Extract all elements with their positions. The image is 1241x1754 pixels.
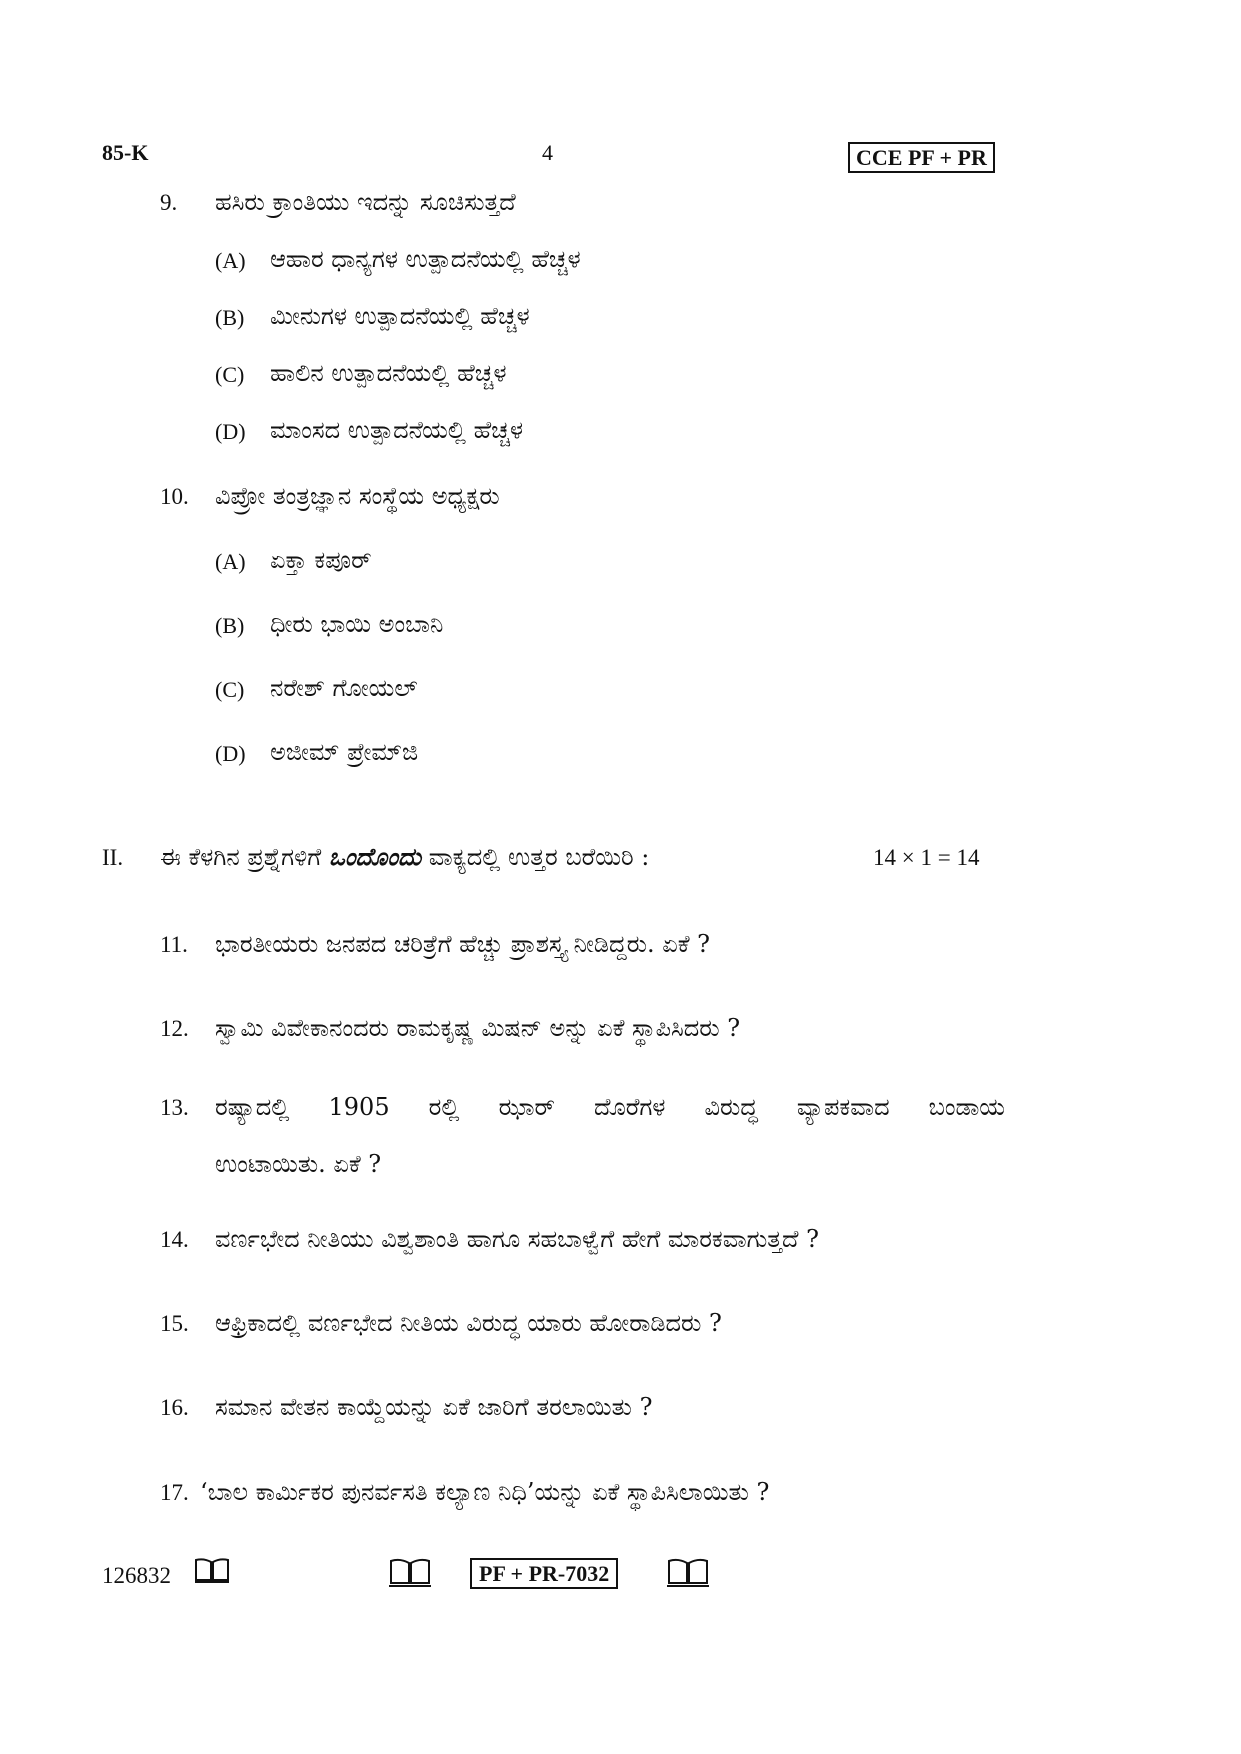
open-book-icon — [194, 1556, 230, 1584]
question-number: 14. — [160, 1227, 189, 1252]
section-instruction: ಈ ಕೆಳಗಿನ ಪ್ರಶ್ನೆಗಳಿಗೆ ಒಂದೊಂದು ವಾಕ್ಯದಲ್ಲಿ ಉತ್ತರ ಬರೆಯಿರಿ : — [160, 842, 650, 871]
question-text: ಹಸಿರು ಕ್ರಾಂತಿಯು ಇದನ್ನು ಸೂಚಿಸುತ್ತದೆ — [215, 188, 516, 216]
option-text: ಧೀರು ಭಾಯಿ ಅಂಬಾನಿ — [270, 610, 444, 638]
question-text: ಆಫ್ರಿಕಾದಲ್ಲಿ ವರ್ಣಭೇದ ನೀತಿಯ ವಿರುದ್ಧ ಯಾರು ಹೋರಾಡಿದರು ? — [215, 1309, 722, 1337]
question-text: ಭಾರತೀಯರು ಜನಪದ ಚರಿತ್ರೆಗೆ ಹೆಚ್ಚು ಪ್ರಾಶಸ್ತ್ಯ ನೀಡಿದ್ದರು. ಏಕೆ ? — [215, 930, 711, 958]
footer-code-box: PF + PR-7032 — [470, 1558, 618, 1589]
open-book-icon — [388, 1556, 432, 1588]
option-label: (D) — [215, 741, 246, 766]
question-number: 17. — [160, 1480, 189, 1505]
question-text: ಸಮಾನ ವೇತನ ಕಾಯ್ದೆಯನ್ನು ಏಕೆ ಜಾರಿಗೆ ತರಲಾಯಿತು ? — [215, 1393, 653, 1421]
section-marks: 14 × 1 = 14 — [873, 845, 980, 870]
question-number: 12. — [160, 1016, 189, 1041]
option-text: ಹಾಲಿನ ಉತ್ಪಾದನೆಯಲ್ಲಿ ಹೆಚ್ಚಳ — [270, 359, 507, 387]
question-number: 13. — [160, 1095, 189, 1120]
paper-code: 85-K — [102, 140, 149, 165]
option-text: ಏಕ್ತಾ ಕಪೂರ್ — [270, 546, 372, 574]
question-text-line: ಉಂಟಾಯಿತು. ಏಕೆ ? — [215, 1150, 382, 1178]
question-number: 9. — [160, 190, 178, 215]
page-number: 4 — [542, 140, 553, 165]
exam-type-box: CCE PF + PR — [848, 142, 995, 173]
option-label: (A) — [215, 248, 246, 273]
option-label: (C) — [215, 362, 245, 387]
option-label: (B) — [215, 305, 245, 330]
open-book-icon — [666, 1556, 710, 1588]
question-number: 15. — [160, 1311, 189, 1336]
option-label: (D) — [215, 419, 246, 444]
option-text: ಮೀನುಗಳ ಉತ್ಪಾದನೆಯಲ್ಲಿ ಹೆಚ್ಚಳ — [270, 302, 530, 330]
option-text: ಆಹಾರ ಧಾನ್ಯಗಳ ಉತ್ಪಾದನೆಯಲ್ಲಿ ಹೆಚ್ಚಳ — [270, 245, 581, 273]
question-text: ‘ಬಾಲ ಕಾರ್ಮಿಕರ ಪುನರ್ವಸತಿ ಕಲ್ಯಾಣ ನಿಧಿ’ಯನ್ನು ಏಕೆ ಸ್ಥಾಪಿಸಿಲಾಯಿತು ? — [200, 1478, 770, 1506]
option-label: (A) — [215, 549, 246, 574]
question-text: ಸ್ವಾಮಿ ವಿವೇಕಾನಂದರು ರಾಮಕೃಷ್ಣ ಮಿಷನ್ ಅನ್ನು ಏಕೆ ಸ್ಥಾಪಿಸಿದರು ? — [215, 1014, 741, 1042]
option-label: (B) — [215, 613, 245, 638]
option-label: (C) — [215, 677, 245, 702]
emphasis-word: ಒಂದೊಂದು — [328, 842, 422, 871]
section-number: II. — [102, 845, 124, 870]
question-text-line: ರಷ್ಯಾದಲ್ಲಿ 1905 ರಲ್ಲಿ ಝಾರ್ ದೊರೆಗಳ ವಿರುದ್ಧ ವ್ಯಾಪಕವಾದ ಬಂಡಾಯ — [215, 1093, 1005, 1121]
question-text: ವಿಪ್ರೋ ತಂತ್ರಜ್ಞಾನ ಸಂಸ್ಥೆಯ ಅಧ್ಯಕ್ಷರು — [215, 482, 500, 510]
question-number: 11. — [160, 932, 188, 957]
question-number: 16. — [160, 1395, 189, 1420]
footer-code: 126832 — [102, 1563, 171, 1588]
option-text: ಮಾಂಸದ ಉತ್ಪಾದನೆಯಲ್ಲಿ ಹೆಚ್ಚಳ — [270, 416, 523, 444]
question-number: 10. — [160, 484, 189, 509]
option-text: ನರೇಶ್ ಗೋಯಲ್ — [270, 674, 418, 702]
question-text: ವರ್ಣಭೇದ ನೀತಿಯು ವಿಶ್ವಶಾಂತಿ ಹಾಗೂ ಸಹಬಾಳ್ವೆಗೆ ಹೇಗೆ ಮಾರಕವಾಗುತ್ತದೆ ? — [215, 1225, 819, 1253]
option-text: ಅಜೀಮ್ ಪ್ರೇಮ್‌ಜಿ — [270, 738, 419, 766]
